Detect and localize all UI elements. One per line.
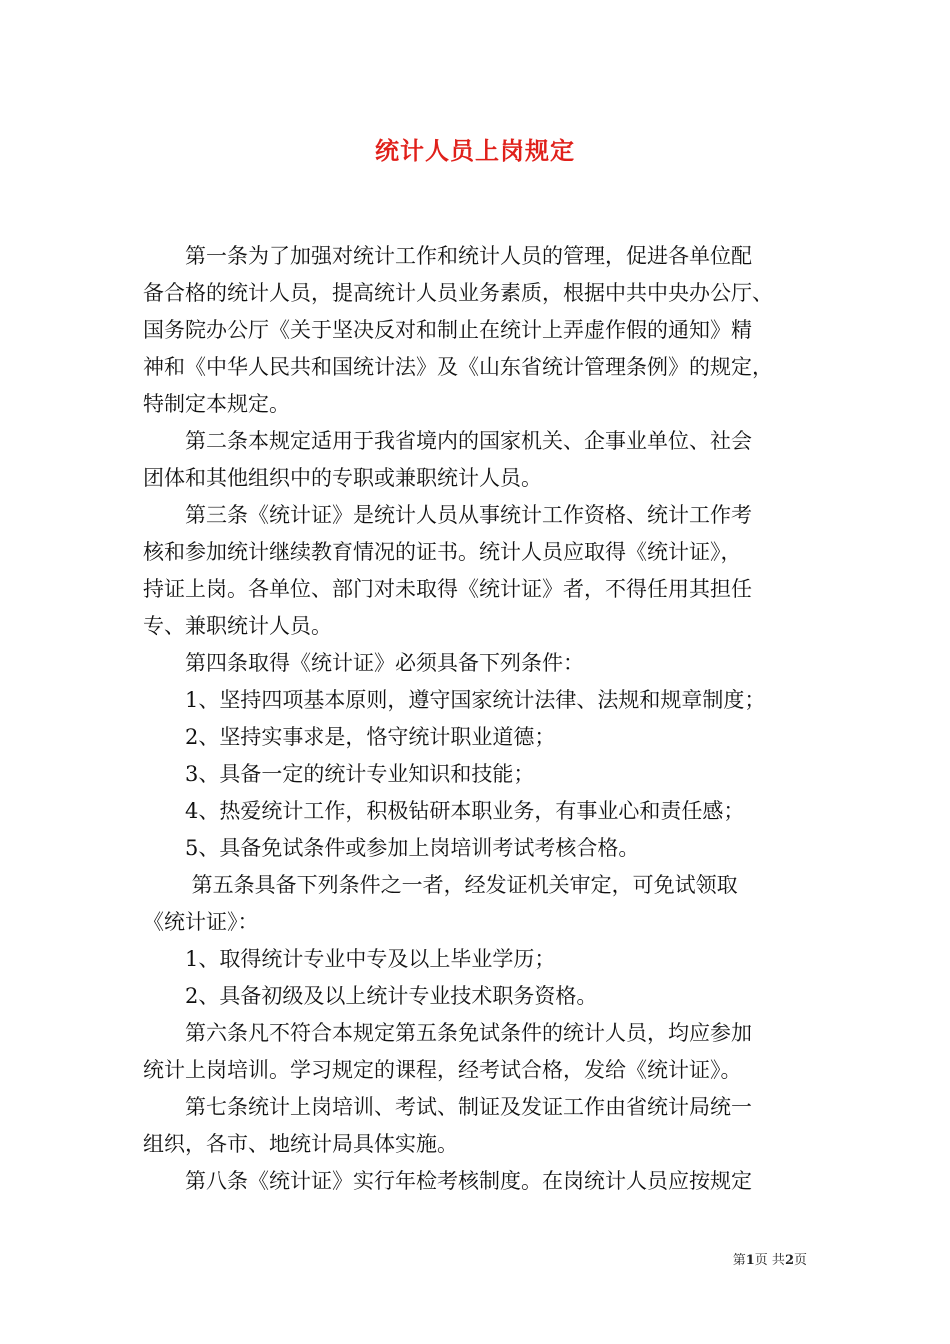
- body-line: 团体和其他组织中的专职或兼职统计人员。: [143, 466, 542, 490]
- body-line: 4、热爱统计工作，积极钻研本职业务，有事业心和责任感；: [143, 799, 745, 823]
- body-line: 持证上岗。各单位、部门对未取得《统计证》者，不得任用其担任: [143, 577, 752, 601]
- page-number-footer: [0, 1249, 807, 1268]
- body-line: 2、具备初级及以上统计专业技术职务资格。: [143, 984, 598, 1008]
- body-line: 第三条《统计证》是统计人员从事统计工作资格、统计工作考: [143, 503, 752, 527]
- body-line: 第六条凡不符合本规定第五条免试条件的统计人员，均应参加: [143, 1021, 752, 1045]
- document-title: 统计人员上岗规定: [375, 136, 575, 165]
- total-pages-number: 2: [784, 1253, 794, 1268]
- body-line: 第二条本规定适用于我省境内的国家机关、企事业单位、社会: [143, 429, 752, 453]
- body-line: 特制定本规定。: [143, 392, 290, 416]
- footer-prefix: 第: [732, 1253, 746, 1268]
- body-line: 第五条具备下列条件之一者，经发证机关审定，可免试领取: [143, 873, 738, 897]
- body-line: 2、坚持实事求是，恪守统计职业道德；: [143, 725, 556, 749]
- body-line: 第四条取得《统计证》必须具备下列条件：: [143, 651, 584, 675]
- body-line: 专、兼职统计人员。: [143, 614, 332, 638]
- body-line: 核和参加统计继续教育情况的证书。统计人员应取得《统计证》，: [143, 540, 742, 564]
- body-line: 备合格的统计人员，提高统计人员业务素质，根据中共中央办公厅、: [143, 281, 773, 305]
- body-line: 3、具备一定的统计专业知识和技能；: [143, 762, 535, 786]
- footer-middle: 页 共: [754, 1253, 785, 1268]
- body-line: 《统计证》：: [143, 910, 259, 934]
- body-line: 1、取得统计专业中专及以上毕业学历；: [143, 947, 556, 971]
- body-line: 神和《中华人民共和国统计法》及《山东省统计管理条例》的规定，: [143, 355, 773, 379]
- body-line: 1、坚持四项基本原则，遵守国家统计法律、法规和规章制度；: [143, 688, 766, 712]
- body-line: 组织，各市、地统计局具体实施。: [143, 1132, 458, 1156]
- document-body: [143, 238, 811, 1200]
- footer-suffix: 页: [793, 1253, 807, 1268]
- body-line: 第七条统计上岗培训、考试、制证及发证工作由省统计局统一: [143, 1095, 752, 1119]
- body-line: 国务院办公厅《关于坚决反对和制止在统计上弄虚作假的通知》精: [143, 318, 752, 342]
- body-line: 第一条为了加强对统计工作和统计人员的管理，促进各单位配: [143, 244, 752, 268]
- body-line: 统计上岗培训。学习规定的课程，经考试合格，发给《统计证》。: [143, 1058, 742, 1082]
- body-line: 第八条《统计证》实行年检考核制度。在岗统计人员应按规定: [143, 1169, 752, 1193]
- body-line: 5、具备免试条件或参加上岗培训考试考核合格。: [143, 836, 640, 860]
- current-page-number: 1: [745, 1253, 755, 1268]
